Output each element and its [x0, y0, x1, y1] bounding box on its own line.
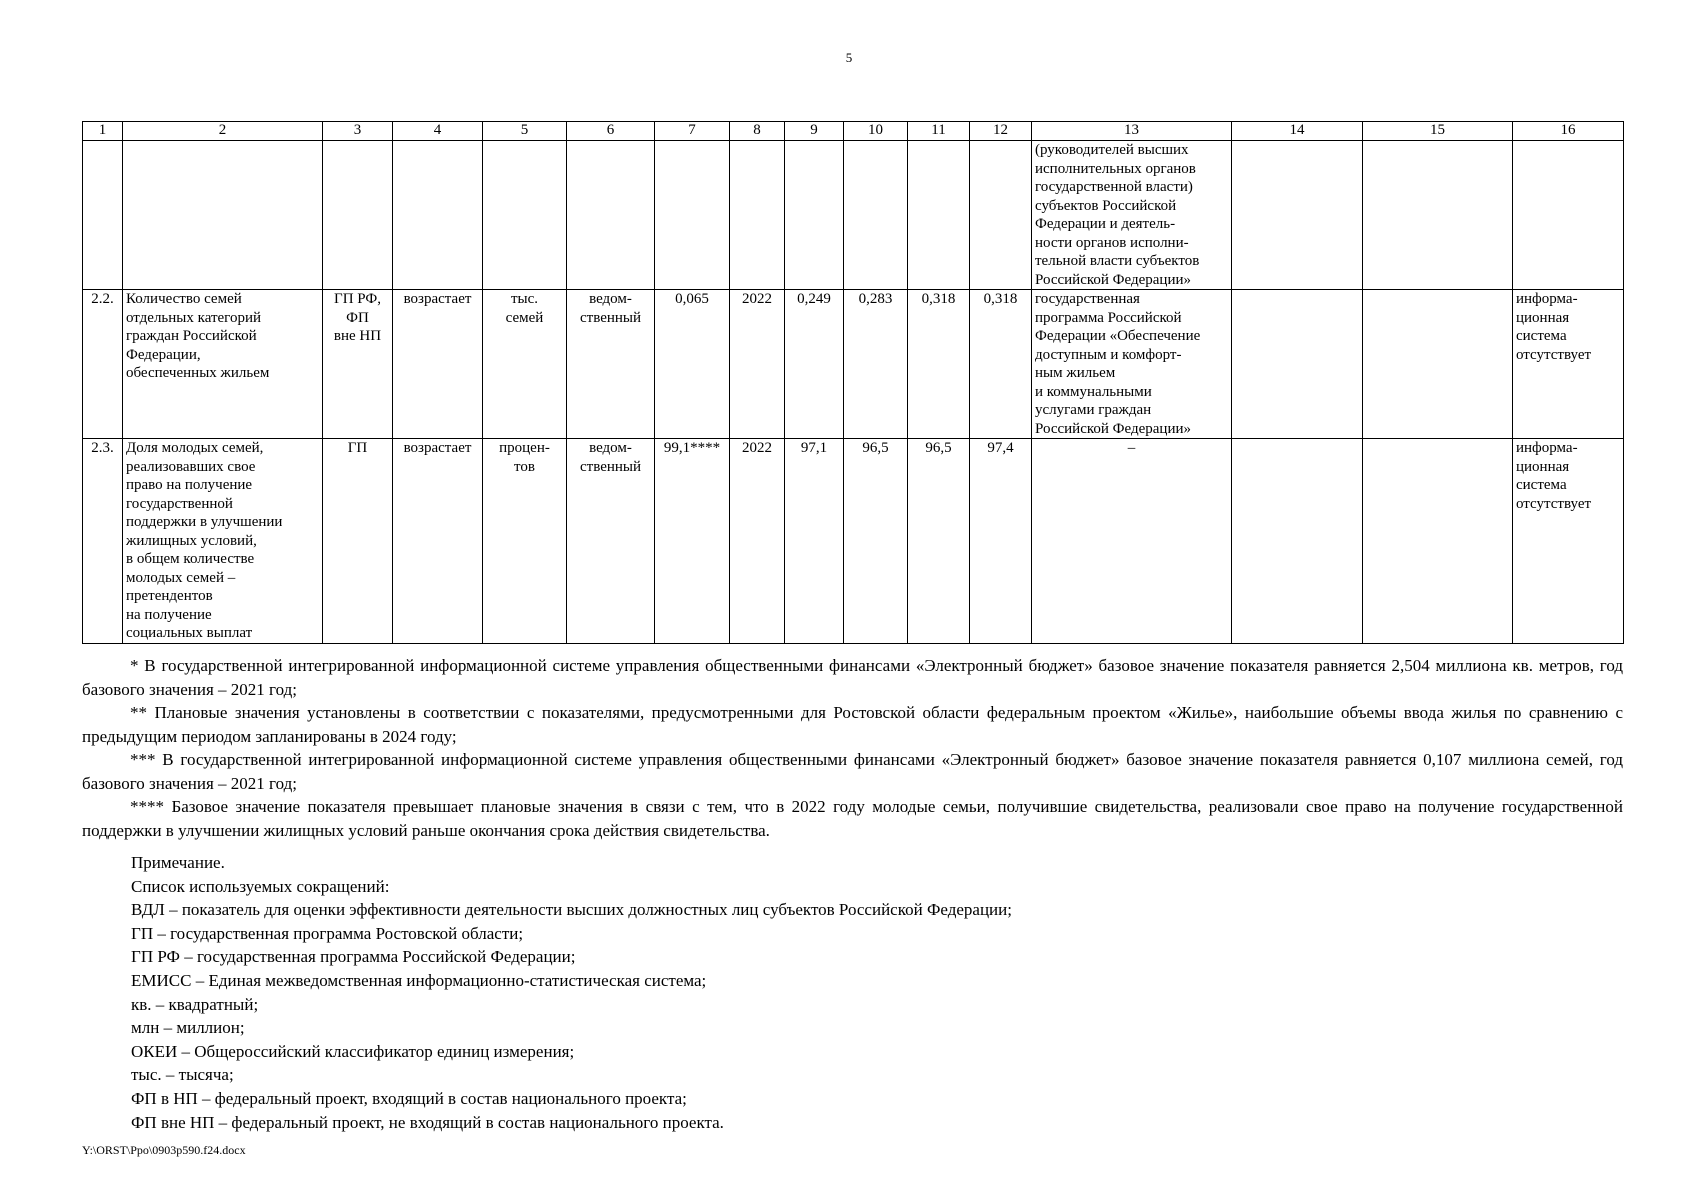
- table-cell: [655, 141, 730, 290]
- abbreviation-item: ОКЕИ – Общероссийский классификатор единиц измерения;: [131, 1041, 575, 1061]
- column-number: 14: [1232, 122, 1363, 141]
- footnote: *** В государственной интегрированной информационной системе управления общественными финансами «Электронный бюджет» базовое значение показателя равняется 0,107 миллиона семей, год базового значения – 2021 год;: [82, 750, 1623, 793]
- column-number: 11: [908, 122, 970, 141]
- abbreviation-item: ФП вне НП – федеральный проект, не входящий в состав национального проекта.: [131, 1112, 724, 1132]
- table-cell: [123, 141, 323, 290]
- table-cell: [567, 141, 655, 290]
- abbreviation-item: млн – миллион;: [131, 1018, 245, 1038]
- column-number: 13: [1032, 122, 1232, 141]
- table-cell: ведом- ственный: [567, 439, 655, 644]
- indicators-table: [82, 121, 1624, 644]
- table-cell: [83, 141, 123, 290]
- abbreviation-item: кв. – квадратный;: [131, 994, 259, 1014]
- table-cell: [393, 141, 483, 290]
- table-cell: информа- ционная система отсутствует: [1513, 290, 1624, 439]
- column-number: 8: [730, 122, 785, 141]
- column-number-row: [83, 122, 1624, 141]
- table-cell: 96,5: [844, 439, 908, 644]
- column-number: 10: [844, 122, 908, 141]
- table-cell: ГП: [323, 439, 393, 644]
- table-cell: [730, 141, 785, 290]
- table-cell: 2.2.: [83, 290, 123, 439]
- footnotes: [82, 654, 1623, 842]
- abbreviations-list-title: Список используемых сокращений:: [131, 876, 390, 896]
- table-cell: 0,318: [908, 290, 970, 439]
- table-cell: 0,249: [785, 290, 844, 439]
- table-cell: [908, 141, 970, 290]
- column-number: 15: [1363, 122, 1513, 141]
- column-number: 9: [785, 122, 844, 141]
- abbreviation-item: ГП РФ – государственная программа Российской Федерации;: [131, 947, 576, 967]
- table-cell: 97,4: [970, 439, 1032, 644]
- column-number: 2: [123, 122, 323, 141]
- table-cell: [1363, 439, 1513, 644]
- table-cell: тыс. семей: [483, 290, 567, 439]
- column-number: 1: [83, 122, 123, 141]
- table-cell: 2022: [730, 439, 785, 644]
- table-cell: 97,1: [785, 439, 844, 644]
- table-cell: ведом- ственный: [567, 290, 655, 439]
- table-cell: Количество семей отдельных категорий граждан Российской Федерации, обеспеченных жильем: [123, 290, 323, 439]
- column-number: 7: [655, 122, 730, 141]
- column-number: 12: [970, 122, 1032, 141]
- page-number: 5: [845, 50, 853, 65]
- column-number: 6: [567, 122, 655, 141]
- table-cell: [1363, 141, 1513, 290]
- table-cell: возрастает: [393, 439, 483, 644]
- table-cell: –: [1032, 439, 1232, 644]
- table-row: [83, 141, 1624, 290]
- table-cell: [844, 141, 908, 290]
- table-cell: [1232, 141, 1363, 290]
- table-cell: 0,318: [970, 290, 1032, 439]
- table-cell: [970, 141, 1032, 290]
- file-path: Y:\ORST\Ppo\0903p590.f24.docx: [82, 1143, 246, 1157]
- table-cell: [1232, 290, 1363, 439]
- table-cell: 0,065: [655, 290, 730, 439]
- table-cell: Доля молодых семей, реализовавших свое право на получение государственной поддержки в улучшении жилищных условий, в общем количестве молодых семей – претендентов на получение социальных выплат: [123, 439, 323, 644]
- table-cell: 2.3.: [83, 439, 123, 644]
- footnote: ** Плановые значения установлены в соответствии с показателями, предусмотренными для Ростовской области федеральным проектом «Жилье», наибольшие объемы ввода жилья по сравнению с предыдущим периодом запланированы в 2024 году;: [82, 703, 1623, 746]
- table-cell: [323, 141, 393, 290]
- table-cell: 96,5: [908, 439, 970, 644]
- abbreviations-note: [131, 851, 1012, 1134]
- abbreviation-item: ФП в НП – федеральный проект, входящий в состав национального проекта;: [131, 1088, 687, 1108]
- column-number: 4: [393, 122, 483, 141]
- table-cell: ГП РФ, ФП вне НП: [323, 290, 393, 439]
- table-body: [83, 141, 1624, 644]
- table-row: [83, 439, 1624, 644]
- table-cell: 99,1****: [655, 439, 730, 644]
- table-cell: [785, 141, 844, 290]
- table-cell: [1513, 141, 1624, 290]
- table-cell: [1363, 290, 1513, 439]
- abbreviation-item: ВДЛ – показатель для оценки эффективности деятельности высших должностных лиц субъектов Российской Федерации;: [131, 900, 1012, 920]
- column-number: 5: [483, 122, 567, 141]
- abbreviation-item: ГП – государственная программа Ростовской области;: [131, 923, 524, 943]
- footnote: * В государственной интегрированной информационной системе управления общественными финансами «Электронный бюджет» базовое значение показателя равняется 2,504 миллиона кв. метров, год базового значения – 2021 год;: [82, 656, 1623, 699]
- table-cell: 2022: [730, 290, 785, 439]
- table-cell: возрастает: [393, 290, 483, 439]
- table-cell: [483, 141, 567, 290]
- table-cell: государственная программа Российской Федерации «Обеспечение доступным и комфорт- ным жильем и коммунальными услугами граждан Российской Федерации»: [1032, 290, 1232, 439]
- note-title: Примечание.: [131, 853, 225, 872]
- table-cell: (руководителей высших исполнительных органов государственной власти) субъектов Российской Федерации и деятель- ности органов исполни- тельной власти субъектов Российской Федерации»: [1032, 141, 1232, 290]
- footnote: **** Базовое значение показателя превышает плановые значения в связи с тем, что в 2022 году молодые семьи, получившие свидетельства, реализовали свое право на получение государственной поддержки в улучшении жилищных условий раньше окончания срока действия свидетельства.: [82, 797, 1623, 840]
- table-cell: информа- ционная система отсутствует: [1513, 439, 1624, 644]
- table-row: [83, 290, 1624, 439]
- abbreviation-item: тыс. – тысяча;: [131, 1065, 234, 1085]
- abbreviation-item: ЕМИСС – Единая межведомственная информационно-статистическая система;: [131, 970, 707, 990]
- column-number: 3: [323, 122, 393, 141]
- table-cell: 0,283: [844, 290, 908, 439]
- table-cell: [1232, 439, 1363, 644]
- column-number: 16: [1513, 122, 1624, 141]
- table-cell: процен- тов: [483, 439, 567, 644]
